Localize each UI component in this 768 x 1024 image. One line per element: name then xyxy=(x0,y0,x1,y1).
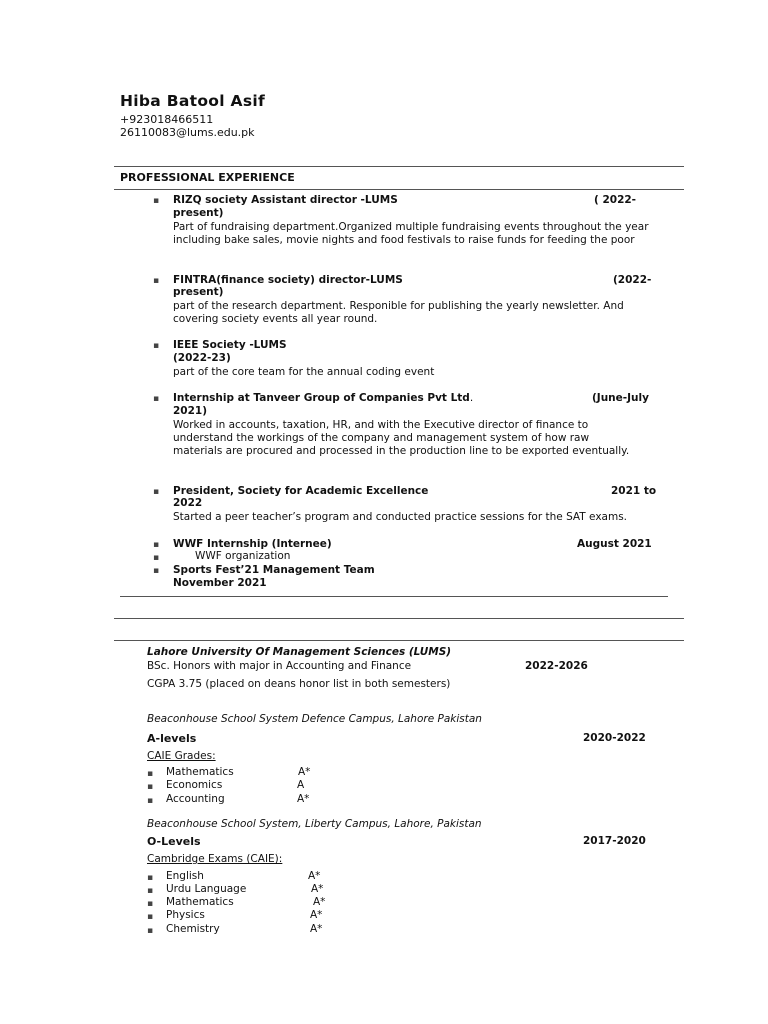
job-date-cont: present) xyxy=(173,207,224,219)
divider xyxy=(114,189,684,190)
qualification-years: 2017-2020 xyxy=(583,835,646,847)
job-description: part of the research department. Responible for publishing the yearly newsletter. And covering society events all year round. xyxy=(173,300,624,325)
degree-years: 2022-2026 xyxy=(525,660,588,672)
job-description: Worked in accounts, taxation, HR, and with the Executive director of finance to understand the workings of the company and management system of how raw materials are procured and processed in the production line to be exported eventually. xyxy=(173,419,630,457)
job-date: (June-July xyxy=(592,392,649,404)
email-address: 26110083@lums.edu.pk xyxy=(120,126,255,139)
bullet-icon: ▪ xyxy=(153,553,160,563)
subject-name: Mathematics xyxy=(166,896,234,908)
candidate-name: Hiba Batool Asif xyxy=(120,92,266,110)
subject-name: Urdu Language xyxy=(166,883,247,895)
subject-name: Mathematics xyxy=(166,766,234,778)
bullet-icon: ▪ xyxy=(147,769,154,779)
job-date-cont: 2022 xyxy=(173,497,203,509)
university-name: Lahore University Of Management Sciences (LUMS) xyxy=(147,646,452,658)
job-description: Part of fundraising department.Organized multiple fundraising events throughout the year including bake sales, movie nights and food festivals to raise funds for feeding the poor xyxy=(173,221,649,246)
subject-grade: A xyxy=(297,779,305,791)
grades-label: Cambridge Exams (CAIE): xyxy=(147,853,283,865)
subject-name: Economics xyxy=(166,779,223,791)
qualification-title: A-levels xyxy=(147,732,197,745)
bullet-icon: ▪ xyxy=(147,886,154,896)
bullet-icon: ▪ xyxy=(147,796,154,806)
divider xyxy=(114,618,684,619)
job-date: 2021 to xyxy=(611,485,657,497)
subject-grade: A* xyxy=(297,793,310,805)
subject-name: Accounting xyxy=(166,793,225,805)
subject-grade: A* xyxy=(308,870,321,882)
job-date: ( 2022- xyxy=(594,194,637,206)
qualification-years: 2020-2022 xyxy=(583,732,646,744)
job-date-cont: (2022-23) xyxy=(173,352,231,364)
bullet-icon: ▪ xyxy=(147,899,154,909)
bullet-icon: ▪ xyxy=(153,487,160,497)
subject-grade: A* xyxy=(313,896,326,908)
subject-name: English xyxy=(166,870,204,882)
subject-grade: A* xyxy=(298,766,311,778)
divider xyxy=(114,640,684,641)
cgpa: CGPA 3.75 (placed on deans honor list in both semesters) xyxy=(147,678,451,690)
job-date: August 2021 xyxy=(577,538,652,550)
bullet-icon: ▪ xyxy=(153,276,160,286)
subject-grade: A* xyxy=(310,909,323,921)
job-title: President, Society for Academic Excellence xyxy=(173,485,429,497)
subject-grade: A* xyxy=(311,883,324,895)
job-title: Internship at Tanveer Group of Companies Pvt Ltd. xyxy=(173,392,474,404)
job-title: WWF Internship (Internee) xyxy=(173,538,332,550)
job-date-cont: November 2021 xyxy=(173,577,267,589)
grades-label: CAIE Grades: xyxy=(147,750,216,762)
bullet-icon: ▪ xyxy=(153,196,160,206)
qualification-title: O-Levels xyxy=(147,835,201,848)
job-title: FINTRA(finance society) director-LUMS xyxy=(173,274,403,286)
subject-name: Physics xyxy=(166,909,205,921)
section-heading-experience: PROFESSIONAL EXPERIENCE xyxy=(120,171,295,184)
school-name: Beaconhouse School System Defence Campus, Lahore Pakistan xyxy=(147,713,482,725)
job-description: part of the core team for the annual coding event xyxy=(173,366,435,378)
bullet-icon: ▪ xyxy=(147,926,154,936)
bullet-icon: ▪ xyxy=(147,873,154,883)
job-date-cont: present) xyxy=(173,286,224,298)
bullet-icon: ▪ xyxy=(147,782,154,792)
bullet-icon: ▪ xyxy=(147,912,154,922)
job-date: (2022- xyxy=(613,274,652,286)
bullet-icon: ▪ xyxy=(153,540,160,550)
bullet-icon: ▪ xyxy=(153,566,160,576)
phone-number: +923018466511 xyxy=(120,113,214,126)
degree: BSc. Honors with major in Accounting and Finance xyxy=(147,660,412,672)
job-date-cont: 2021) xyxy=(173,405,208,417)
job-title: RIZQ society Assistant director -LUMS xyxy=(173,194,398,206)
divider xyxy=(114,166,684,167)
school-name: Beaconhouse School System, Liberty Campus, Lahore, Pakistan xyxy=(147,818,482,830)
job-description: Started a peer teacher’s program and conducted practice sessions for the SAT exams. xyxy=(173,511,628,523)
job-title: WWF organization xyxy=(195,550,291,562)
subject-name: Chemistry xyxy=(166,923,220,935)
divider xyxy=(120,596,668,597)
subject-grade: A* xyxy=(310,923,323,935)
bullet-icon: ▪ xyxy=(153,394,160,404)
job-title: Sports Fest’21 Management Team xyxy=(173,564,375,576)
bullet-icon: ▪ xyxy=(153,341,160,351)
job-title: IEEE Society -LUMS xyxy=(173,339,287,351)
